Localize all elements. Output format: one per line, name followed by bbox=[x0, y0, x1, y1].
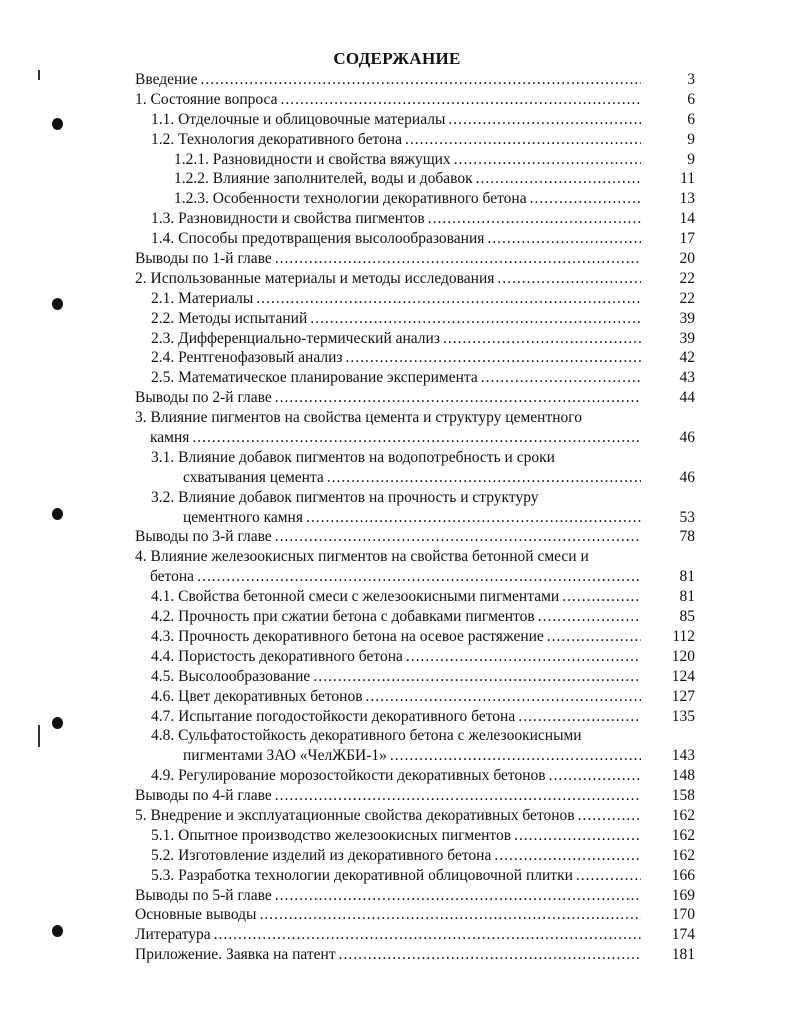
dot-leader bbox=[514, 826, 641, 846]
toc-page-number: 46 bbox=[679, 429, 695, 447]
toc-entry-title: цементного камня bbox=[183, 508, 303, 526]
toc-page-number: 112 bbox=[672, 627, 695, 645]
toc-entry bbox=[135, 925, 695, 945]
dot-leader bbox=[306, 508, 641, 528]
toc-entry-title: Литература bbox=[135, 926, 211, 944]
toc-entry-title: 4.5. Высолообразование bbox=[151, 667, 311, 685]
toc-entry bbox=[135, 189, 695, 209]
toc-entry bbox=[135, 309, 695, 329]
dot-leader bbox=[346, 348, 641, 368]
toc-page-number: 78 bbox=[679, 528, 695, 546]
toc-entry bbox=[135, 150, 695, 170]
toc-page-number: 124 bbox=[671, 667, 695, 685]
toc-entry bbox=[135, 90, 695, 110]
toc-entry bbox=[135, 110, 695, 130]
toc-page-number: 14 bbox=[679, 210, 695, 228]
toc-entry-continuation bbox=[135, 746, 695, 766]
toc-entry-title: 1.2.3. Особенности технологии декоративного бетона bbox=[174, 190, 527, 208]
toc-entry-title: 4.6. Цвет декоративных бетонов bbox=[151, 687, 363, 705]
toc-page-number: 162 bbox=[671, 826, 695, 844]
toc-entry bbox=[135, 826, 695, 846]
toc-entry bbox=[135, 846, 695, 866]
toc-page-number: 85 bbox=[679, 608, 695, 626]
toc-page-number: 169 bbox=[671, 886, 695, 904]
dot-leader bbox=[275, 527, 641, 547]
toc-entry bbox=[135, 269, 695, 289]
dot-leader bbox=[405, 130, 641, 150]
toc-entry bbox=[135, 488, 695, 508]
dot-leader bbox=[327, 468, 641, 488]
toc-entry bbox=[135, 229, 695, 249]
dot-leader bbox=[518, 707, 641, 727]
toc-entry-title: бетона bbox=[150, 568, 195, 586]
toc-entry-title: 5.2. Изготовление изделий из декоративного бетона bbox=[151, 846, 492, 864]
toc-entry-title: 4.1. Свойства бетонной смеси с железоокисными пигментами bbox=[151, 588, 560, 606]
toc-entry-title: 4.2. Прочность при сжатии бетона с добавками пигментов bbox=[151, 608, 535, 626]
toc-entry bbox=[135, 348, 695, 368]
toc-entry-continuation bbox=[135, 508, 695, 528]
toc-page-number: 39 bbox=[679, 329, 695, 347]
toc-entry-title: Введение bbox=[135, 71, 198, 88]
toc-page-number: 22 bbox=[679, 269, 695, 287]
toc-entry bbox=[135, 647, 695, 667]
toc-entry bbox=[135, 886, 695, 906]
punch-hole-mark bbox=[52, 508, 63, 520]
toc-entry-title: 1.2.1. Разновидности и свойства вяжущих bbox=[174, 150, 451, 168]
toc-entry-title: 1.2.2. Влияние заполнителей, воды и добавок bbox=[174, 170, 473, 188]
toc-entry-title: 4.8. Сульфатостойкость декоративного бетона с железоокисными bbox=[151, 727, 582, 745]
toc-entry-title: 2.1. Материалы bbox=[151, 289, 254, 307]
toc-entry bbox=[135, 587, 695, 607]
toc-page-number: 162 bbox=[671, 806, 695, 824]
toc-entry-title: 4.9. Регулирование морозостойкости декоративных бетонов bbox=[151, 767, 546, 785]
punch-hole-mark bbox=[52, 298, 63, 310]
toc-entry bbox=[135, 169, 695, 189]
toc-entry bbox=[135, 289, 695, 309]
toc-entry-title: 2. Использованные материалы и методы исследования bbox=[135, 269, 495, 287]
dot-leader bbox=[562, 587, 641, 607]
table-of-contents bbox=[135, 70, 695, 965]
toc-page-number: 6 bbox=[687, 90, 695, 108]
toc-entry bbox=[135, 527, 695, 547]
toc-entry-title: 3. Влияние пигментов на свойства цемента и структуру цементного bbox=[135, 409, 582, 427]
toc-entry bbox=[135, 368, 695, 388]
dot-leader bbox=[530, 189, 641, 209]
toc-entry bbox=[135, 388, 695, 408]
toc-entry-title: пигментами ЗАО «ЧелЖБИ-1» bbox=[183, 747, 387, 765]
toc-entry bbox=[135, 866, 695, 886]
dot-leader bbox=[549, 766, 641, 786]
dot-leader bbox=[476, 169, 641, 189]
dot-leader bbox=[547, 627, 641, 647]
toc-entry bbox=[135, 766, 695, 786]
dot-leader bbox=[576, 866, 641, 886]
page-title: СОДЕРЖАНИЕ bbox=[333, 49, 461, 68]
toc-entry bbox=[135, 687, 695, 707]
toc-page-number: 43 bbox=[679, 369, 695, 387]
toc-entry-title: 1.1. Отделочные и облицовочные материалы bbox=[151, 110, 446, 128]
toc-page-number: 143 bbox=[671, 747, 695, 765]
toc-page-number: 3 bbox=[687, 71, 695, 88]
toc-entry bbox=[135, 806, 695, 826]
toc-entry bbox=[135, 707, 695, 727]
toc-page-number: 22 bbox=[679, 289, 695, 307]
dot-leader bbox=[214, 925, 641, 945]
toc-entry bbox=[135, 607, 695, 627]
scan-speck bbox=[38, 725, 40, 747]
toc-entry-title: 2.3. Дифференциально-термический анализ bbox=[151, 329, 440, 347]
toc-entry bbox=[135, 667, 695, 687]
toc-entry-title: 4.4. Пористость декоративного бетона bbox=[151, 647, 403, 665]
dot-leader bbox=[200, 70, 641, 90]
dot-leader bbox=[192, 428, 641, 448]
dot-leader bbox=[339, 945, 641, 965]
toc-page-number: 81 bbox=[679, 588, 695, 606]
toc-entry-title: 1. Состояние вопроса bbox=[135, 90, 278, 108]
toc-entry-title: 3.1. Влияние добавок пигментов на водопотребность и сроки bbox=[151, 448, 555, 466]
toc-page-number: 20 bbox=[679, 250, 695, 268]
dot-leader bbox=[538, 607, 641, 627]
toc-entry-title: 1.2. Технология декоративного бетона bbox=[151, 130, 402, 148]
toc-page-number: 135 bbox=[671, 707, 695, 725]
toc-entry-continuation bbox=[135, 567, 695, 587]
toc-entry-title: 5.3. Разработка технологии декоративной облицовочной плитки bbox=[151, 866, 573, 884]
toc-entry bbox=[135, 726, 695, 746]
toc-page-number: 158 bbox=[671, 787, 695, 805]
dot-leader bbox=[497, 269, 641, 289]
toc-entry bbox=[135, 408, 695, 428]
toc-page-number: 162 bbox=[671, 846, 695, 864]
toc-entry-title: схватывания цемента bbox=[183, 468, 324, 486]
toc-entry-title: Основные выводы bbox=[135, 906, 257, 924]
toc-entry-title: 1.4. Способы предотвращения высолообразования bbox=[151, 230, 485, 248]
dot-leader bbox=[275, 388, 641, 408]
toc-entry-continuation bbox=[135, 428, 695, 448]
dot-leader bbox=[366, 687, 641, 707]
toc-entry bbox=[135, 70, 695, 90]
toc-page-number: 17 bbox=[679, 230, 695, 248]
toc-page-number: 13 bbox=[679, 190, 695, 208]
toc-entry-title: камня bbox=[150, 429, 190, 447]
scan-speck bbox=[38, 70, 40, 80]
toc-page-number: 53 bbox=[679, 508, 695, 526]
dot-leader bbox=[494, 846, 641, 866]
toc-entry-title: Выводы по 2-й главе bbox=[135, 389, 272, 407]
dot-leader bbox=[313, 667, 641, 687]
dot-leader bbox=[443, 329, 641, 349]
dot-leader bbox=[454, 150, 641, 170]
punch-hole-mark bbox=[52, 925, 63, 937]
toc-entry-title: 4.3. Прочность декоративного бетона на осевое растяжение bbox=[151, 627, 544, 645]
dot-leader bbox=[487, 229, 641, 249]
toc-page-number: 81 bbox=[679, 568, 695, 586]
toc-page-number: 127 bbox=[671, 687, 695, 705]
toc-page-number: 166 bbox=[671, 866, 695, 884]
toc-page-number: 120 bbox=[671, 647, 695, 665]
dot-leader bbox=[280, 90, 641, 110]
toc-entry bbox=[135, 945, 695, 965]
toc-entry-continuation bbox=[135, 468, 695, 488]
punch-hole-mark bbox=[52, 717, 63, 729]
toc-entry bbox=[135, 448, 695, 468]
toc-entry bbox=[135, 209, 695, 229]
toc-page-number: 170 bbox=[671, 906, 695, 924]
toc-entry-title: 2.4. Рентгенофазовый анализ bbox=[151, 349, 343, 367]
toc-entry-title: Приложение. Заявка на патент bbox=[135, 946, 336, 964]
toc-entry bbox=[135, 786, 695, 806]
toc-entry bbox=[135, 329, 695, 349]
toc-entry-title: 2.5. Математическое планирование эксперимента bbox=[151, 369, 478, 387]
toc-entry-title: 4. Влияние железоокисных пигментов на свойства бетонной смеси и bbox=[135, 548, 589, 566]
dot-leader bbox=[310, 309, 641, 329]
toc-entry bbox=[135, 130, 695, 150]
toc-page-number: 44 bbox=[679, 389, 695, 407]
toc-entry-title: 5.1. Опытное производство железоокисных пигментов bbox=[151, 826, 512, 844]
dot-leader bbox=[259, 905, 641, 925]
toc-entry-title: Выводы по 5-й главе bbox=[135, 886, 272, 904]
toc-page-number: 11 bbox=[680, 170, 695, 188]
toc-page-number: 181 bbox=[671, 946, 695, 964]
toc-entry-title: 4.7. Испытание погодостойкости декоративного бетона bbox=[151, 707, 516, 725]
toc-page-number: 42 bbox=[679, 349, 695, 367]
dot-leader bbox=[275, 886, 641, 906]
toc-entry-title: Выводы по 3-й главе bbox=[135, 528, 272, 546]
toc-page-number: 6 bbox=[687, 110, 695, 128]
dot-leader bbox=[481, 368, 641, 388]
toc-page-number: 148 bbox=[671, 767, 695, 785]
toc-entry-title: Выводы по 1-й главе bbox=[135, 250, 272, 268]
punch-hole-mark bbox=[52, 118, 63, 130]
dot-leader bbox=[448, 110, 641, 130]
toc-page-number: 9 bbox=[687, 130, 695, 148]
toc-entry-title: Выводы по 4-й главе bbox=[135, 787, 272, 805]
toc-page-number: 46 bbox=[679, 468, 695, 486]
toc-entry-title: 3.2. Влияние добавок пигментов на прочность и структуру bbox=[151, 488, 539, 506]
toc-page-number: 39 bbox=[679, 309, 695, 327]
dot-leader bbox=[275, 249, 641, 269]
dot-leader bbox=[390, 746, 641, 766]
toc-entry bbox=[135, 249, 695, 269]
toc-entry bbox=[135, 905, 695, 925]
dot-leader bbox=[256, 289, 641, 309]
dot-leader bbox=[275, 786, 641, 806]
toc-entry bbox=[135, 547, 695, 567]
toc-entry bbox=[135, 627, 695, 647]
dot-leader bbox=[428, 209, 641, 229]
toc-entry-title: 2.2. Методы испытаний bbox=[151, 309, 308, 327]
dot-leader bbox=[406, 647, 641, 667]
dot-leader bbox=[578, 806, 641, 826]
toc-page-number: 174 bbox=[671, 926, 695, 944]
toc-entry-title: 1.3. Разновидности и свойства пигментов bbox=[151, 210, 425, 228]
toc-entry-title: 5. Внедрение и эксплуатационные свойства декоративных бетонов bbox=[135, 806, 575, 824]
toc-page-number: 9 bbox=[687, 150, 695, 168]
dot-leader bbox=[197, 567, 641, 587]
